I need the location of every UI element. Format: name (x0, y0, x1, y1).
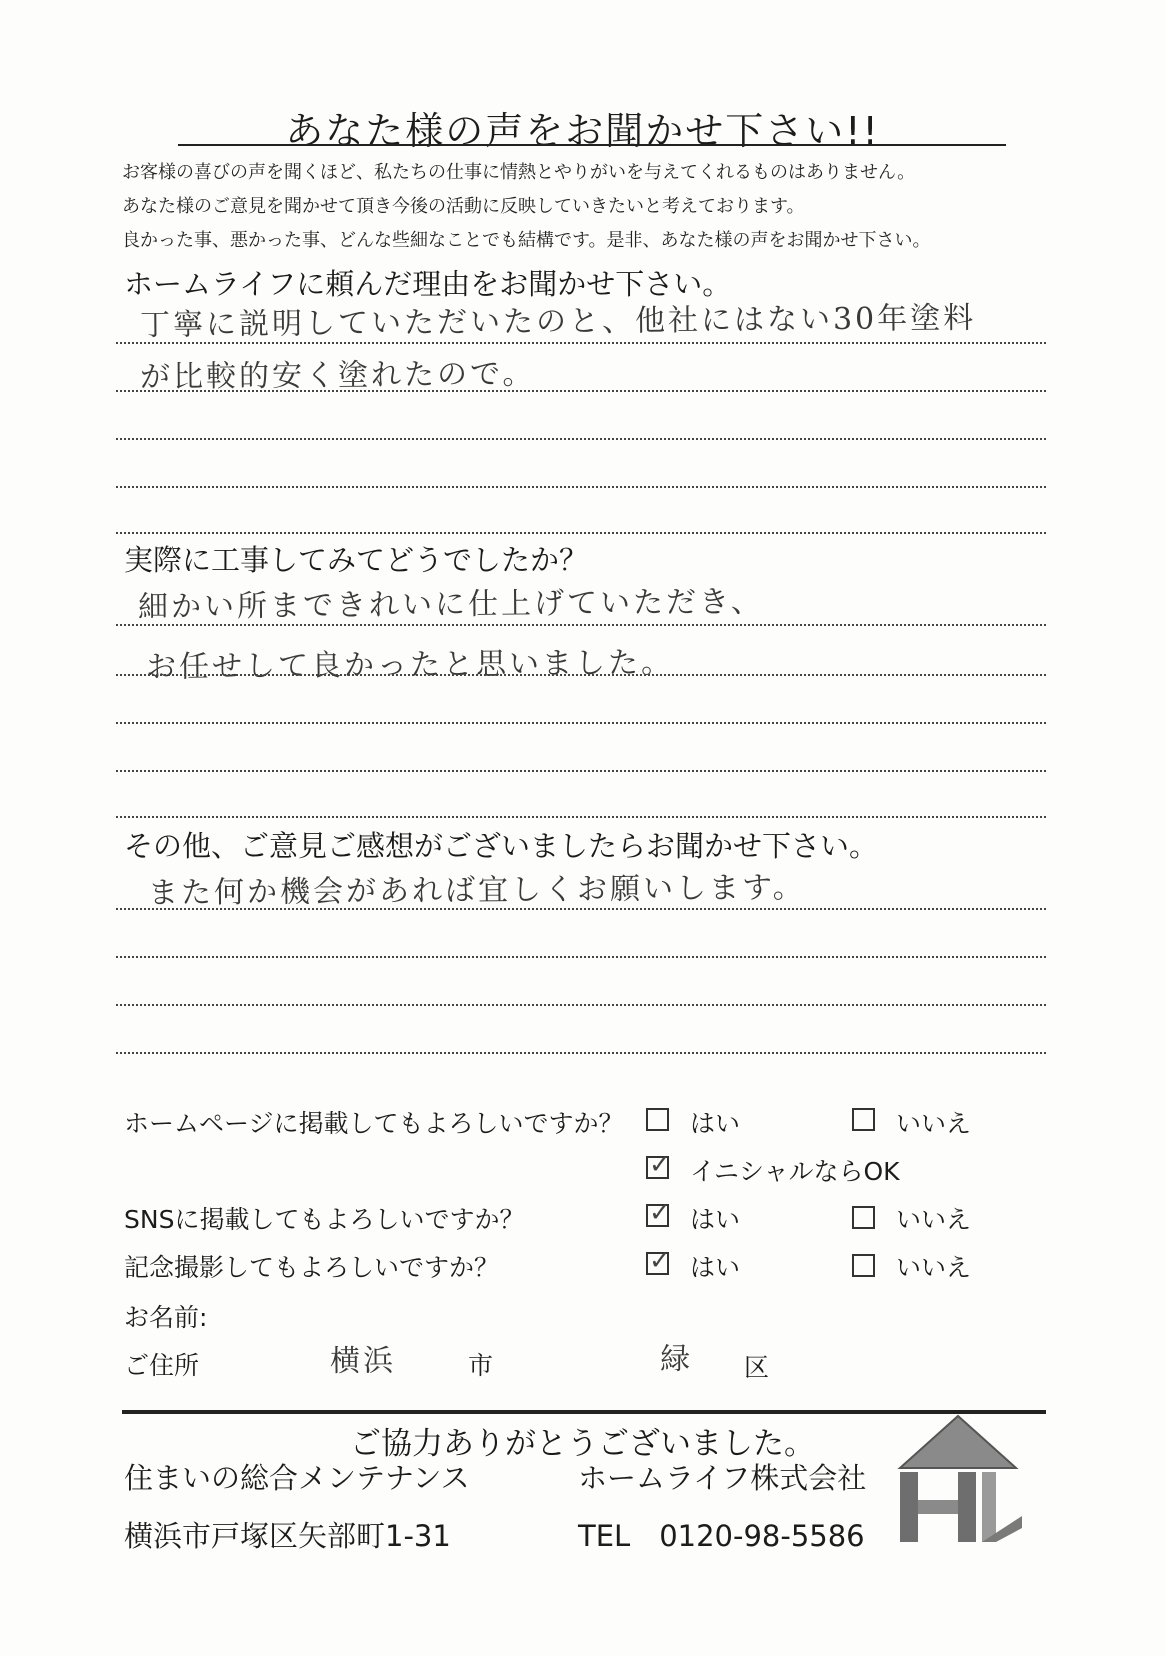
photo-consent-question: 記念撮影してもよろしいですか？ (124, 1253, 500, 1282)
photo-no-label: いいえ (896, 1253, 972, 1282)
sns-no-label: いいえ (896, 1205, 972, 1234)
logo-h-right (958, 1472, 976, 1542)
logo-h-bar (918, 1500, 958, 1514)
intro-line-2: あなた様のご意見を聞かせて頂き今後の活動に反映していきたいと考えております。 (122, 196, 805, 217)
logo-h-left (900, 1472, 918, 1542)
address-label: ご住所 (124, 1351, 200, 1380)
photo-no-checkbox[interactable] (852, 1254, 875, 1277)
logo-l-vertical (982, 1472, 996, 1542)
title-underline (178, 144, 1006, 146)
homepage-consent-question: ホームページに掲載してもよろしいですか？ (124, 1109, 624, 1138)
homepage-no-label: いいえ (896, 1109, 972, 1138)
answer-line (116, 1004, 1046, 1006)
answer-line (116, 770, 1046, 772)
question-3-heading: その他、ご意見ご感想がございましたらお聞かせ下さい。 (124, 829, 879, 863)
answer-line (116, 438, 1046, 440)
homepage-yes-checkbox[interactable] (646, 1108, 669, 1131)
sns-yes-checkbox[interactable] (646, 1198, 671, 1228)
answer-line (116, 624, 1046, 626)
homepage-initials-checkbox[interactable] (646, 1150, 671, 1180)
check-mark-icon: ✓ (649, 1198, 671, 1228)
question-2-heading: 実際に工事してみてどうでしたか？ (124, 543, 589, 577)
intro-line-1: お客様の喜びの声を聞くほど、私たちの仕事に情熱とやりがいを与えてくれるものはありません。 (122, 162, 916, 183)
answer-line (116, 674, 1046, 676)
answer-line (116, 532, 1046, 534)
answer-line (116, 1052, 1046, 1054)
question-3-answer-line-1: また何か機会があれば宜しくお願いします。 (147, 870, 806, 911)
intro-line-3: 良かった事、悪かった事、どんな些細なことでも結構です。是非、あなた様の声をお聞かせ下さい。 (122, 230, 931, 251)
address-ward-suffix: 区 (744, 1353, 770, 1382)
address-ward-value: 緑 (659, 1341, 694, 1377)
answer-line (116, 342, 1046, 344)
answer-line (116, 908, 1046, 910)
sns-yes-label: はい (690, 1205, 741, 1234)
homepage-initials-label: イニシャルならOK (690, 1157, 900, 1186)
question-2-answer-line-2: お任せして良かったと思いました。 (145, 645, 675, 685)
homepage-no-checkbox[interactable] (852, 1108, 875, 1131)
company-tel: TEL 0120-98-5586 (578, 1519, 865, 1553)
question-1-heading: ホームライフに頼んだ理由をお聞かせ下さい。 (124, 267, 732, 301)
address-city-suffix: 市 (468, 1351, 494, 1380)
address-city-value: 横浜 (329, 1343, 397, 1379)
check-mark-icon: ✓ (649, 1246, 671, 1276)
name-label: お名前: (124, 1303, 208, 1332)
answer-line (116, 486, 1046, 488)
company-tagline: 住まいの総合メンテナンス (124, 1461, 470, 1495)
logo-roof (900, 1416, 1016, 1468)
company-name: ホームライフ株式会社 (578, 1461, 867, 1495)
answer-line (116, 816, 1046, 818)
homepage-yes-label: はい (690, 1109, 741, 1138)
company-logo (896, 1412, 1026, 1544)
check-mark-icon: ✓ (649, 1150, 671, 1180)
photo-yes-label: はい (690, 1253, 741, 1282)
answer-line (116, 390, 1046, 392)
sns-no-checkbox[interactable] (852, 1206, 875, 1229)
question-2-answer-line-1: 細かい所まできれいに仕上げていただき、 (137, 584, 764, 625)
question-1-answer-line-1: 丁寧に説明していただいたのと、他社にはない30年塗料 (139, 300, 977, 343)
photo-yes-checkbox[interactable] (646, 1246, 671, 1276)
sns-consent-question: SNSに掲載してもよろしいですか？ (124, 1205, 525, 1234)
thanks-message: ご協力ありがとうございました。 (350, 1426, 815, 1462)
company-address: 横浜市戸塚区矢部町1-31 (124, 1519, 451, 1553)
question-1-answer-line-2: が比較的安く塗れたので。 (139, 356, 536, 395)
page-title: あなた様の声をお聞かせ下さい!! (285, 109, 880, 153)
answer-line (116, 956, 1046, 958)
answer-line (116, 722, 1046, 724)
